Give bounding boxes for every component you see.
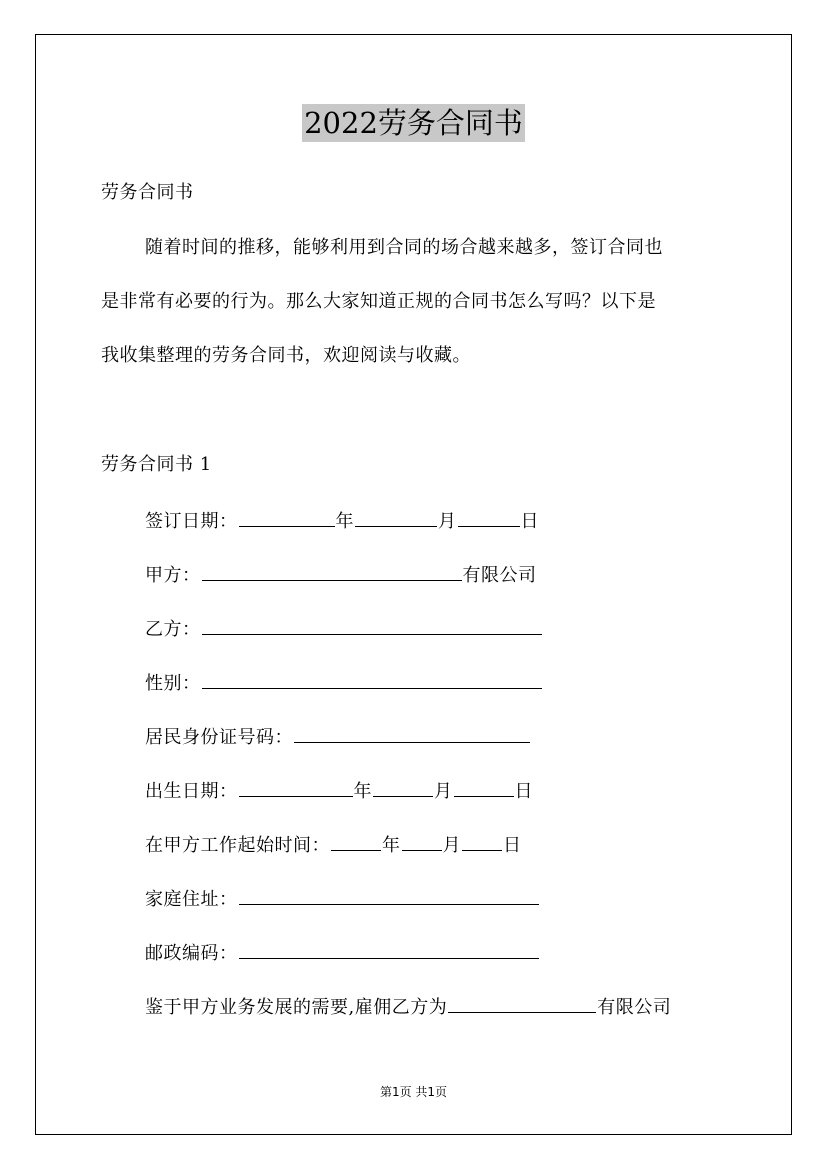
start-day-blank (462, 830, 502, 851)
party-a-blank (202, 560, 462, 581)
intro-line-2: 是非常有必要的行为。那么大家知道正规的合同书怎么写吗？以下是 (101, 291, 656, 312)
sign-date-field (145, 506, 539, 535)
start-day-label: 日 (503, 835, 522, 856)
party-a-label: 甲方： (145, 565, 201, 586)
address-label: 家庭住址： (145, 889, 238, 910)
employment-suffix: 有限公司 (597, 997, 672, 1018)
document-title: 2022劳务合同书 (304, 106, 523, 140)
gender-field (145, 668, 543, 697)
sign-day-blank (458, 506, 520, 527)
birth-day-label: 日 (514, 781, 533, 802)
birth-month-blank (373, 776, 433, 797)
sign-date-label: 签订日期： (145, 511, 238, 532)
birth-month-label: 月 (434, 781, 453, 802)
intro-line-1: 随着时间的推移，能够利用到合同的场合越来越多，签订合同也 (145, 237, 663, 258)
address-blank (239, 884, 539, 905)
start-month-label: 月 (442, 835, 461, 856)
birth-day-blank (454, 776, 514, 797)
sign-year-blank (239, 506, 335, 527)
employment-prefix: 鉴于甲方业务发展的需要,雇佣乙方为 (145, 997, 448, 1018)
intro-line-3: 我收集整理的劳务合同书，欢迎阅读与收藏。 (101, 345, 471, 366)
document-title-wrap (0, 104, 827, 142)
start-year-label: 年 (382, 835, 401, 856)
birth-year-label: 年 (353, 781, 372, 802)
postcode-label: 邮政编码： (145, 943, 238, 964)
page-footer: 第1页 共1页 (379, 1085, 448, 1099)
document-heading: 劳务合同书 (101, 182, 194, 203)
sign-month-blank (355, 506, 437, 527)
start-date-field (145, 830, 522, 859)
party-a-field (145, 560, 537, 589)
gender-blank (202, 668, 542, 689)
employment-company-blank (448, 992, 596, 1013)
sign-day-label: 日 (520, 511, 539, 532)
postcode-blank (239, 938, 539, 959)
birth-date-field (145, 776, 533, 805)
employment-line (145, 992, 671, 1021)
party-b-label: 乙方： (145, 619, 201, 640)
party-a-suffix: 有限公司 (462, 565, 537, 586)
start-month-blank (402, 830, 442, 851)
party-b-field (145, 614, 543, 643)
sign-year-label: 年 (335, 511, 354, 532)
id-number-blank (294, 722, 530, 743)
start-date-label: 在甲方工作起始时间： (145, 835, 330, 856)
id-number-field (145, 722, 531, 751)
birth-date-label: 出生日期： (145, 781, 238, 802)
sign-month-label: 月 (438, 511, 457, 532)
address-field (145, 884, 540, 913)
section-heading: 劳务合同书 1 (101, 454, 212, 475)
id-number-label: 居民身份证号码： (145, 727, 293, 748)
birth-year-blank (239, 776, 353, 797)
postcode-field (145, 938, 540, 967)
start-year-blank (331, 830, 381, 851)
party-b-blank (202, 614, 542, 635)
gender-label: 性别： (145, 673, 201, 694)
